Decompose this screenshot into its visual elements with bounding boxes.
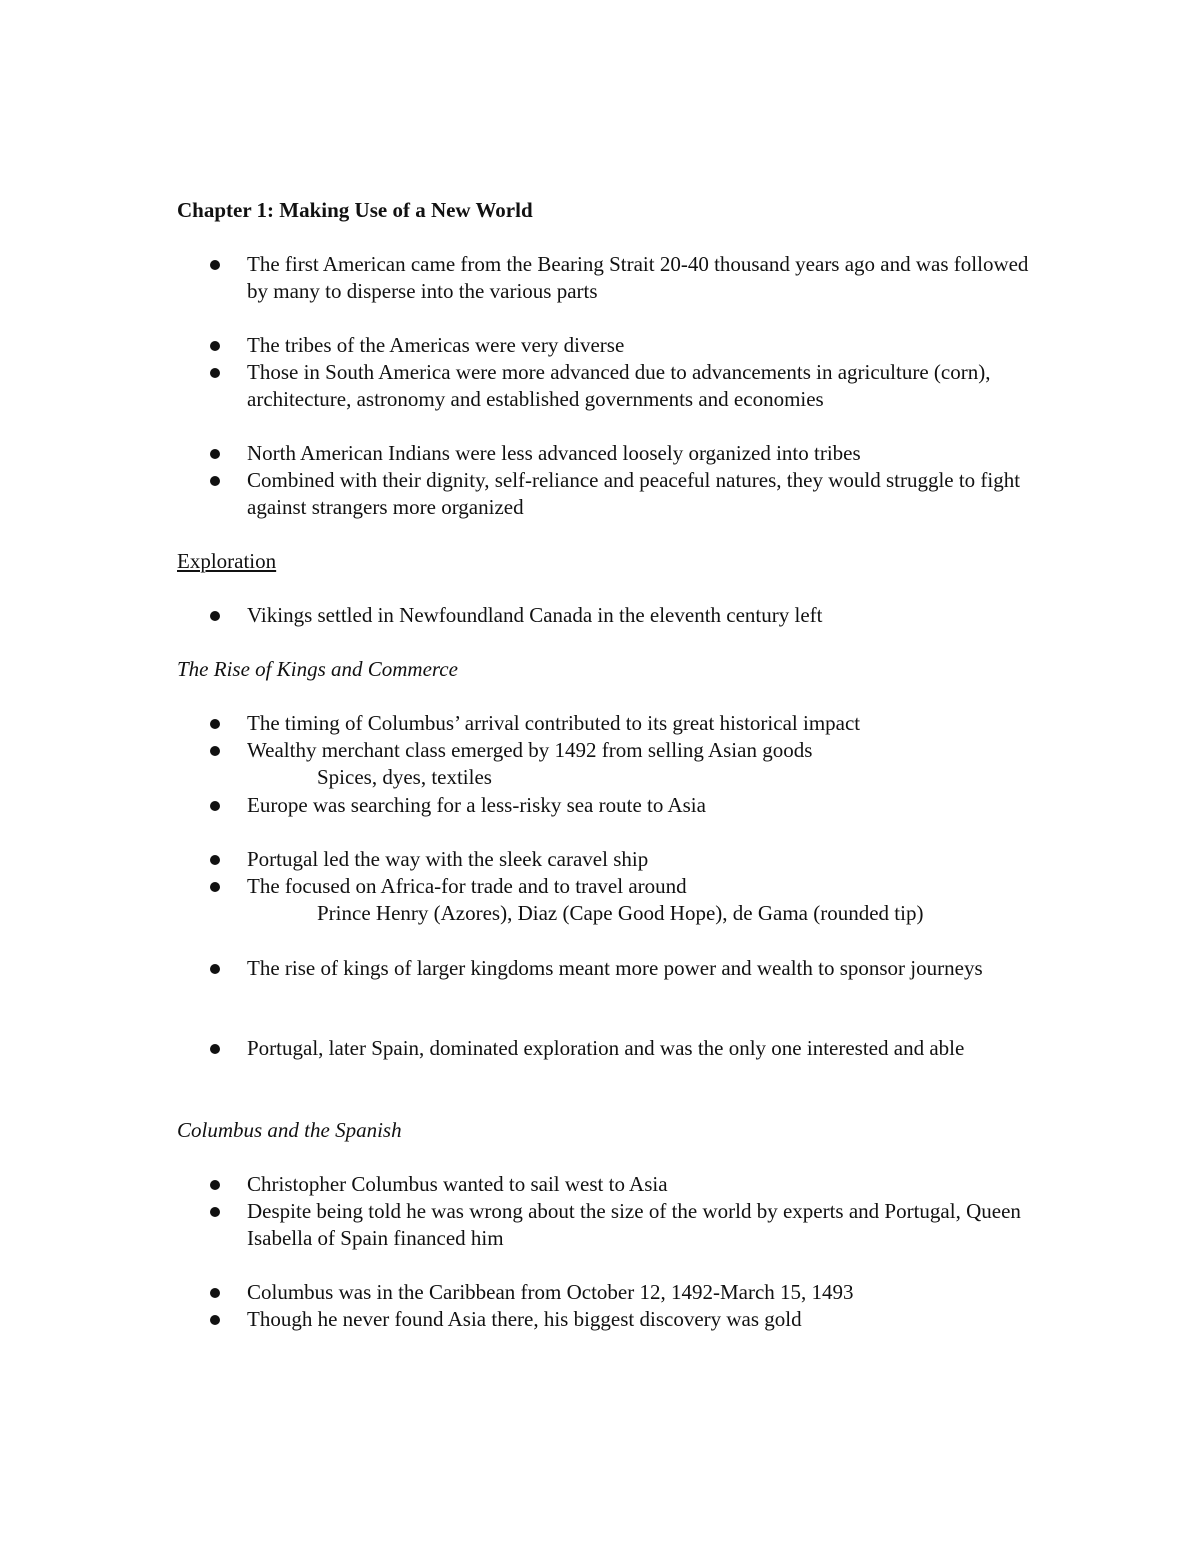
bullet-icon [210,368,220,378]
bullet-icon [210,964,220,974]
list-item [210,955,1030,982]
bullet-icon [210,341,220,351]
bullet-icon [210,449,220,459]
bullet-icon [210,801,220,811]
list-item-text: Though he never found Asia there, his biggest discovery was gold [247,1307,802,1331]
chapter-title: Chapter 1: Making Use of a New World [177,198,533,222]
list-item-text: Combined with their dignity, self-reliance and peaceful natures, they would struggle to fight against strangers more organized [247,468,1021,519]
list-item-text: The rise of kings of larger kingdoms meant more power and wealth to sponsor journeys [247,956,983,980]
bullet-icon [210,719,220,729]
list-item-text: Portugal, later Spain, dominated exploration and was the only one interested and able [247,1036,965,1060]
list-item [210,251,1030,305]
bullet-icon [210,476,220,486]
list-item-text: Wealthy merchant class emerged by 1492 from selling Asian goods [247,738,813,762]
list-item-text: Europe was searching for a less-risky sea route to Asia [247,793,706,817]
list-item-text: Those in South America were more advanced due to advancements in agriculture (corn), architecture, astronomy and established governments and economies [247,360,991,411]
list-item [210,1171,1030,1198]
list-item [210,1279,1030,1306]
list-item [210,792,1030,819]
list-item-text: Despite being told he was wrong about the size of the world by experts and Portugal, Queen Isabella of Spain financed him [247,1199,1021,1250]
list-item [210,467,1030,521]
sub-note: Prince Henry (Azores), Diaz (Cape Good Hope), de Gama (rounded tip) [317,901,924,925]
list-item-text: Vikings settled in Newfoundland Canada in the eleventh century left [247,603,823,627]
sub-note: Spices, dyes, textiles [317,765,492,789]
list-item-text: The first American came from the Bearing Strait 20-40 thousand years ago and was followed by many to disperse into the various parts [247,252,1029,303]
list-item-text: The tribes of the Americas were very diverse [247,333,625,357]
bullet-icon [210,1315,220,1325]
list-item [210,873,1030,900]
section-heading-columbus: Columbus and the Spanish [177,1118,402,1142]
bullet-icon [210,1044,220,1054]
list-item [210,1306,1030,1333]
bullet-icon [210,1207,220,1217]
list-item-text: Portugal led the way with the sleek caravel ship [247,847,649,871]
section-heading-exploration: Exploration [177,549,277,573]
list-item-text: Christopher Columbus wanted to sail west to Asia [247,1172,668,1196]
list-item [210,359,1030,413]
bullet-icon [210,260,220,270]
list-item-text: The focused on Africa-for trade and to travel around [247,874,687,898]
list-item-text: Columbus was in the Caribbean from October 12, 1492-March 15, 1493 [247,1280,854,1304]
section-heading-rise-of-kings: The Rise of Kings and Commerce [177,657,458,681]
list-item-text: The timing of Columbus’ arrival contributed to its great historical impact [247,711,861,735]
list-item [210,440,1030,467]
bullet-icon [210,855,220,865]
list-item [210,710,1030,737]
bullet-icon [210,1288,220,1298]
bullet-icon [210,611,220,621]
list-item [210,1035,1030,1062]
list-item [210,1198,1030,1252]
bullet-icon [210,882,220,892]
list-item [210,332,1030,359]
list-item [210,846,1030,873]
bullet-icon [210,1180,220,1190]
bullet-icon [210,746,220,756]
list-item [210,602,1030,629]
list-item [210,737,1030,764]
list-item-text: North American Indians were less advanced loosely organized into tribes [247,441,861,465]
